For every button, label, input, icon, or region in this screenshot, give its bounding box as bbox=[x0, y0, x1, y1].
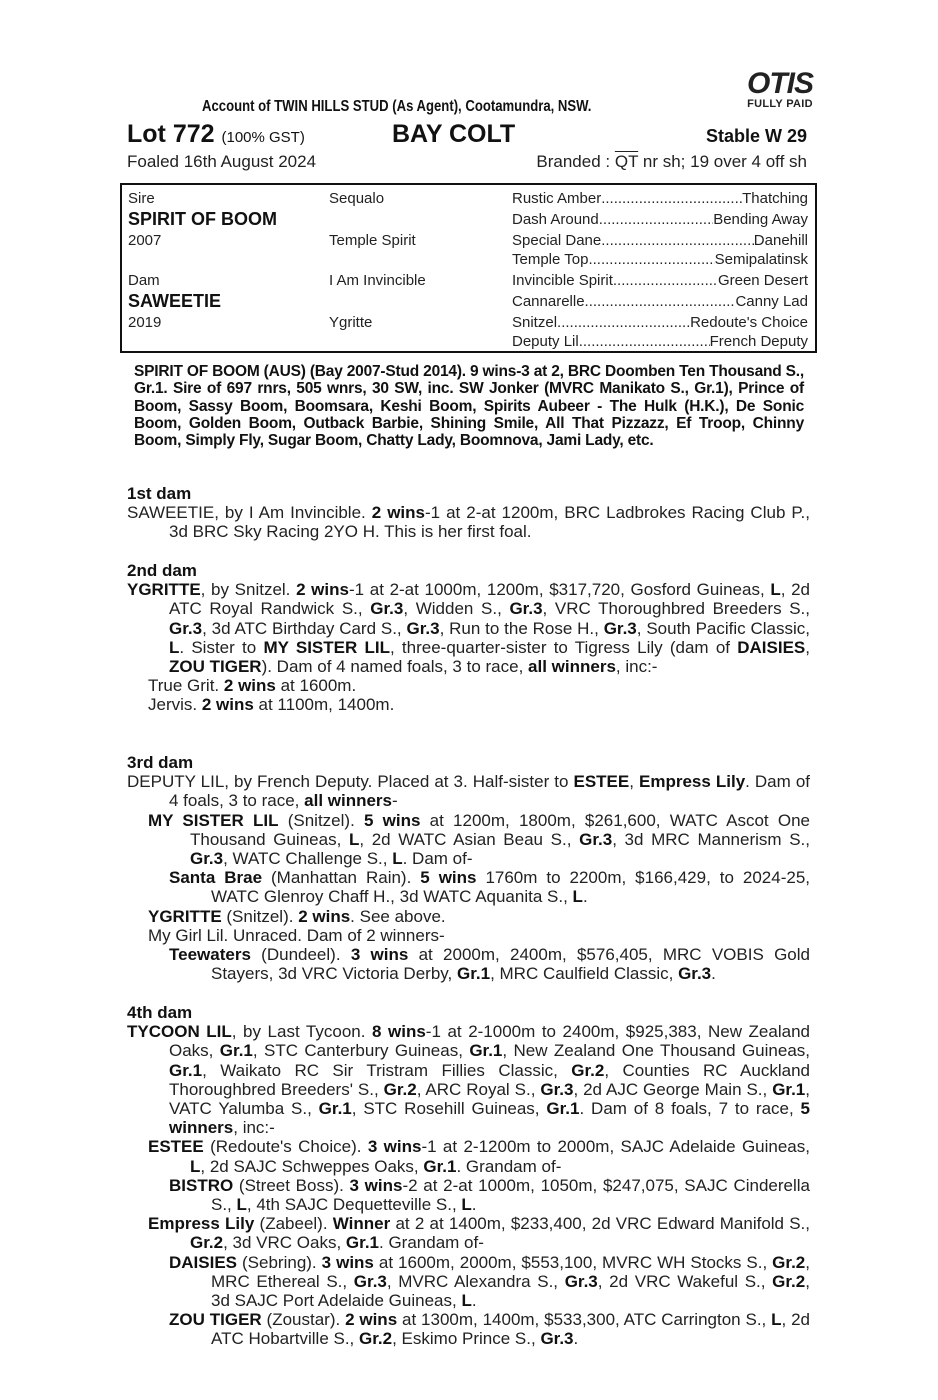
produce-record: True Grit. 2 wins at 1600m. bbox=[148, 676, 357, 696]
grandparent-row: Invincible Spirit ..... Green Desert bbox=[512, 272, 808, 289]
grandparent-row: Temple Top ..... Semipalatinsk bbox=[512, 251, 808, 268]
grandparent-row: Rustic Amber ..... Thatching bbox=[512, 190, 808, 207]
produce-record: BISTRO (Street Boss). 3 wins-2 at 2-at 1000m, 1050m, $247,075, SAJC Cinderella S., L, 4th SAJC Dequetteville S., L. bbox=[169, 1175, 810, 1215]
produce-record: MY SISTER LIL (Snitzel). 5 wins at 1200m, 1800m, $261,600, WATC Ascot One Thousand Guineas, L, 2d WATC Asian Beau S., Gr.3, 3d MRC Mannerism S., Gr.3, WATC Challenge S., L. Dam of- bbox=[148, 810, 810, 869]
sire-dam: Temple Spirit bbox=[329, 232, 416, 249]
produce-record: Teewaters (Dundeel). 3 wins at 2000m, 2400m, $576,405, MRC VOBIS Gold Stayers, 3d VRC Victoria Derby, Gr.1, MRC Caulfield Classic, Gr.3. bbox=[169, 945, 810, 984]
produce-record: SAWEETIE, by I Am Invincible. 2 wins-1 at 2-at 1200m, BRC Ladbrokes Racing Club P., 3d BRC Sky Racing 2YO H. This is her first foal. bbox=[127, 503, 810, 542]
dam-dam: Ygritte bbox=[329, 314, 373, 331]
sire-summary: SPIRIT OF BOOM (AUS) (Bay 2007-Stud 2014). 9 wins-3 at 2, BRC Doomben Ten Thousand S., Gr.1. Sire of 697 rnrs, 505 wnrs, 30 SW, inc. SW Jonker (MVRC Manikato S., Gr.1), Prince of Boom, Sassy Boom, Boomsara, Keshi Boom, Spirits Aubeer - The Hulk (H.K.), De Sonic Boom, Golden Boom, Outback Barbie, Shining Smile, All That Pizzazz, Ef Troop, Chinny Boom, Simply Fly, Sugar Boom, Chatty Lady, Boomnova, Jami Lady, etc. bbox=[134, 363, 804, 450]
lot-number bbox=[127, 120, 305, 149]
section-heading: 2nd dam bbox=[127, 561, 197, 580]
fully-paid-label: FULLY PAID bbox=[747, 98, 813, 110]
foaled-date: Foaled 16th August 2024 bbox=[127, 152, 317, 171]
produce-record: DAISIES (Sebring). 3 wins at 1600m, 2000m, $553,100, MVRC WH Stocks S., Gr.2, MRC Ethereal S., Gr.3, MVRC Alexandra S., Gr.3, 2d VRC Wakeful S., Gr.2, 3d SAJC Port Adelaide Guineas, L. bbox=[169, 1252, 810, 1311]
vendor-account: Account of TWIN HILLS STUD (As Agent), Cootamundra, NSW. bbox=[202, 98, 592, 115]
section-heading: 3rd dam bbox=[127, 753, 194, 772]
section-heading: 4th dam bbox=[127, 1003, 193, 1022]
sire-name: SPIRIT OF BOOM bbox=[128, 209, 278, 229]
dam-section-2 bbox=[127, 561, 810, 715]
sire-year: 2007 bbox=[128, 232, 162, 249]
horse-description: BAY COLT bbox=[392, 120, 516, 148]
sire-label: Sire bbox=[128, 190, 155, 207]
pedigree-table bbox=[120, 183, 817, 353]
produce-record: DEPUTY LIL, by French Deputy. Placed at 3. Half-sister to ESTEE, Empress Lily. Dam of 4 foals, 3 to race, all winners- bbox=[127, 772, 811, 811]
gst-note: (100% GST) bbox=[221, 129, 305, 146]
stable-location: Stable W 29 bbox=[705, 126, 807, 146]
produce-record: ESTEE (Redoute's Choice). 3 wins-1 at 2-1200m to 2000m, SAJC Adelaide Guineas, L, 2d SAJC Schweppes Oaks, Gr.1. Grandam of- bbox=[148, 1137, 810, 1176]
branding bbox=[536, 152, 807, 172]
dam-section-1 bbox=[127, 484, 810, 542]
grandparent-row: Snitzel ..... Redoute's Choice bbox=[512, 314, 808, 331]
produce-record: TYCOON LIL, by Last Tycoon. 8 wins-1 at 2-1000m to 2400m, $925,383, New Zealand Oaks, Gr.1, STC Canterbury Guineas, Gr.1, New Zealand One Thousand Guineas, Gr.1, Waikato RC Sir Tristram Fillies Classic, Gr.2, Counties RC Auckland Thoroughbred Breeders' S., Gr.2, ARC Royal S., Gr.3, 2d AJC George Main S., Gr.1, VATC Yalumba S., Gr.1, STC Rosehill Guineas, Gr.1. Dam of 8 foals, 7 to race, 5 winners, inc:- bbox=[127, 1022, 811, 1138]
produce-record: Empress Lily (Zabeel). Winner at 2 at 1400m, $233,400, 2d VRC Edward Manifold S., Gr.2, 3d VRC Oaks, Gr.1. Grandam of- bbox=[148, 1214, 810, 1253]
produce-record: ZOU TIGER (Zoustar). 2 wins at 1300m, 1400m, $533,300, ATC Carrington S., L, 2d ATC Hobartville S., Gr.2, Eskimo Prince S., Gr.3. bbox=[169, 1310, 810, 1349]
grandparent-row: Special Dane ..... Danehill bbox=[512, 232, 808, 249]
dam-name: SAWEETIE bbox=[128, 291, 222, 311]
dam-year: 2019 bbox=[128, 314, 162, 331]
branded-details: nr sh; 19 over 4 off sh bbox=[638, 152, 807, 171]
dam-section-3 bbox=[127, 753, 810, 983]
branded-label: Branded : bbox=[536, 152, 615, 171]
produce-record: YGRITTE (Snitzel). 2 wins. See above. bbox=[148, 906, 446, 926]
grandparent-row: Cannarelle ..... Canny Lad bbox=[512, 293, 808, 310]
produce-record: Jervis. 2 wins at 1100m, 1400m. bbox=[148, 695, 395, 715]
otis-logo-icon: OTIS bbox=[746, 67, 813, 100]
produce-record: My Girl Lil. Unraced. Dam of 2 winners- bbox=[148, 925, 445, 945]
sire-sire: Sequalo bbox=[329, 190, 385, 207]
lot-label: Lot 772 bbox=[127, 120, 215, 148]
otis-fully-paid-logo bbox=[738, 67, 822, 110]
dam-sire: I Am Invincible bbox=[329, 272, 426, 289]
section-heading: 1st dam bbox=[127, 484, 192, 503]
grandparent-row: Dash Around ..... Bending Away bbox=[512, 211, 808, 228]
grandparent-row: Deputy Lil ..... French Deputy bbox=[512, 333, 808, 350]
dam-section-4 bbox=[127, 1003, 810, 1349]
produce-record: Santa Brae (Manhattan Rain). 5 wins 1760m to 2200m, $166,429, to 2024-25, WATC Glenroy Chaff H., 3d WATC Aquanita S., L. bbox=[169, 868, 810, 907]
dam-label: Dam bbox=[128, 272, 160, 289]
brand-symbol-icon: $\overline{QT}$ bbox=[614, 152, 639, 171]
produce-record: YGRITTE, by Snitzel. 2 wins-1 at 2-at 1000m, 1200m, $317,720, Gosford Guineas, L, 2d ATC Royal Randwick S., Gr.3, Widden S., Gr.3, VRC Thoroughbred Breeders S., Gr.3, 3d ATC Birthday Card S., Gr.3, Run to the Rose H., Gr.3, South Pacific Classic, L. Sister to MY SISTER LIL, three-quarter-sister to Tigress Lily (dam of DAISIES, ZOU TIGER). Dam of 4 named foals, 3 to race, all winners, inc:- bbox=[127, 580, 811, 677]
